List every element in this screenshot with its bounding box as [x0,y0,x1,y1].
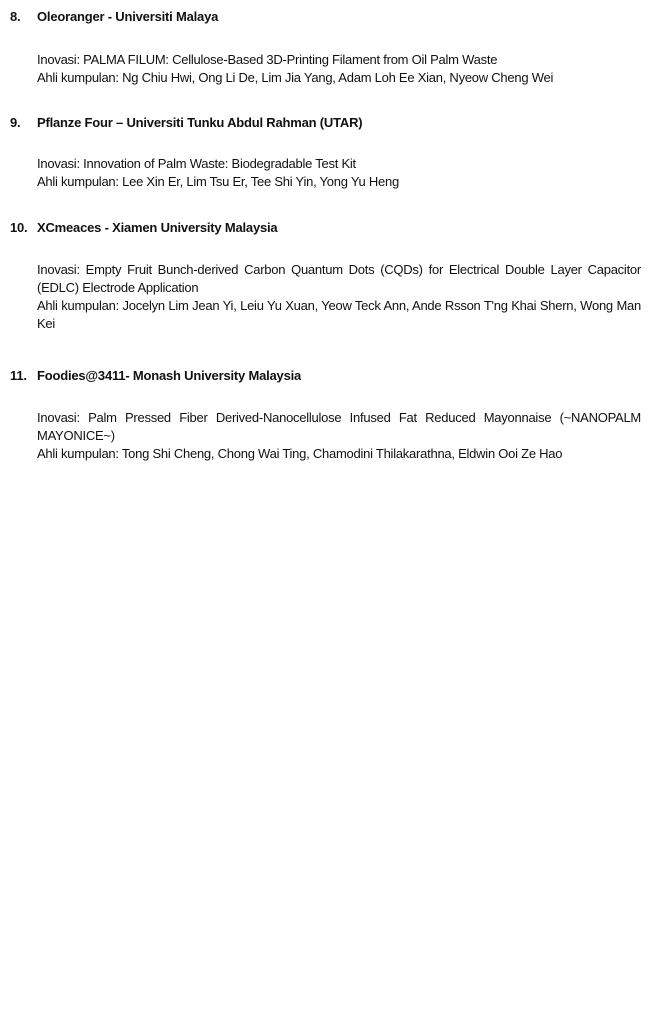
ahli-kumpulan-text: Ahli kumpulan: Lee Xin Er, Lim Tsu Er, Tee Shi Yin, Yong Yu Heng [37,174,399,189]
inovasi-text: Inovasi: PALMA FILUM: Cellulose-Based 3D-Printing Filament from Oil Palm Waste [37,52,498,67]
entry-heading [10,367,301,385]
team-name: XCmeaces - Xiamen University Malaysia [37,220,278,235]
entry-number: 8. [10,9,21,24]
entry-body [37,261,641,333]
entry-body [37,51,641,87]
ahli-kumpulan-text: Ahli kumpulan: Tong Shi Cheng, Chong Wai Ting, Chamodini Thilakarathna, Eldwin Ooi Ze Hao [37,446,563,461]
entry-number: 10. [10,220,28,235]
entry-body [37,155,641,191]
entry-heading [10,8,218,26]
inovasi-text: Inovasi: Innovation of Palm Waste: Biodegradable Test Kit [37,156,356,171]
entry-body [37,409,641,463]
team-name: Pflanze Four – Universiti Tunku Abdul Rahman (UTAR) [37,115,363,130]
inovasi-text: Inovasi: Palm Pressed Fiber Derived-Nanocellulose Infused Fat Reduced Mayonnaise (~NANOPALM MAYONICE~) [37,410,641,443]
team-name: Foodies@3411- Monash University Malaysia [37,368,302,383]
entry-heading [10,219,277,237]
ahli-kumpulan-text: Ahli kumpulan: Jocelyn Lim Jean Yi, Leiu Yu Xuan, Yeow Teck Ann, Ande Rsson T'ng Khai Shern, Wong Man Kei [37,298,641,331]
entry-heading [10,114,362,132]
team-name: Oleoranger - Universiti Malaya [37,9,219,24]
entry-number: 9. [10,115,21,130]
entry-number: 11. [10,368,27,383]
inovasi-text: Inovasi: Empty Fruit Bunch-derived Carbon Quantum Dots (CQDs) for Electrical Double Layer Capacitor (EDLC) Electrode Application [37,262,641,295]
ahli-kumpulan-text: Ahli kumpulan: Ng Chiu Hwi, Ong Li De, Lim Jia Yang, Adam Loh Ee Xian, Nyeow Cheng Wei [37,70,554,85]
